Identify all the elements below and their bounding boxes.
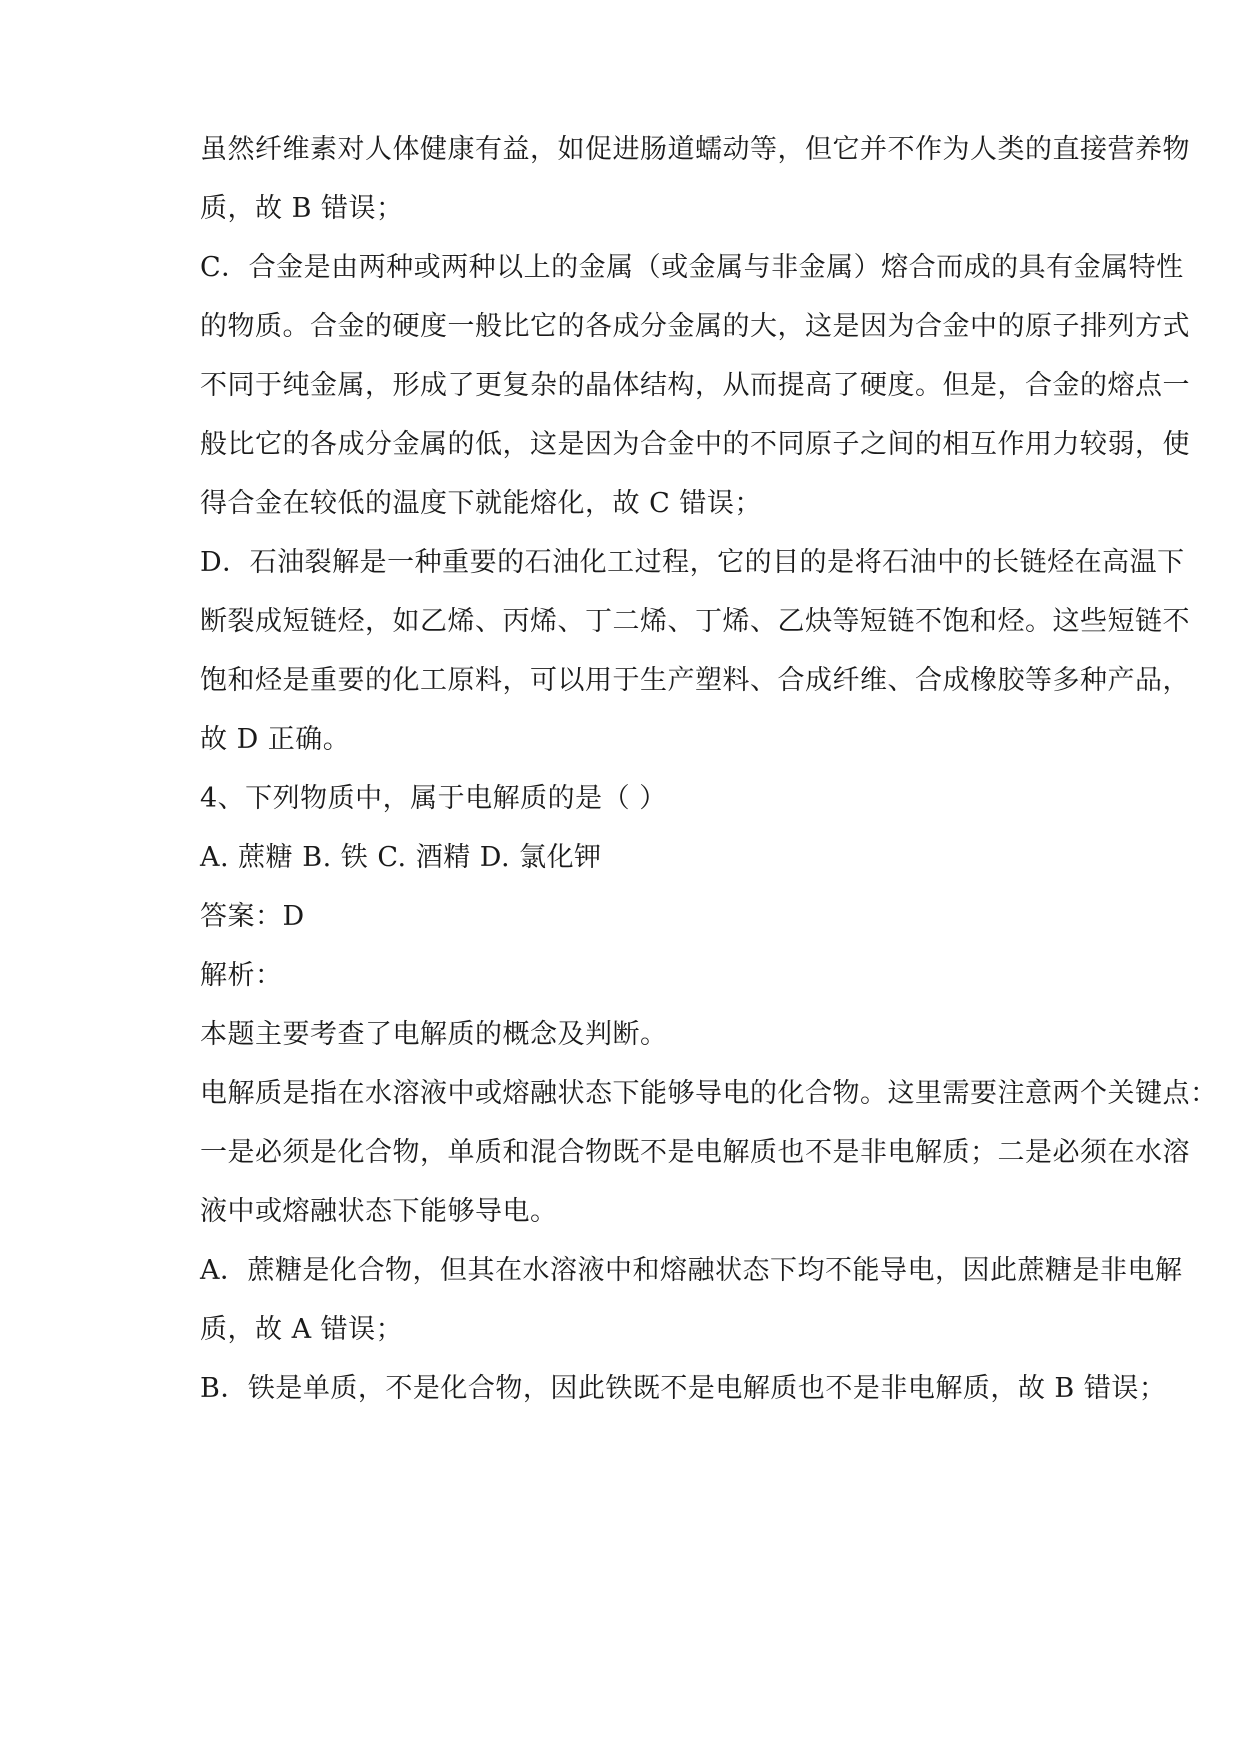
analysis-heading: 解析： [200, 960, 283, 991]
answer-line: 答案：D [200, 901, 305, 932]
text-line: 虽然纤维素对人体健康有益，如促进肠道蠕动等，但它并不作为人类的直接营养物 [200, 134, 1190, 165]
text-line: 故 D 正确。 [200, 724, 351, 755]
text-line: 不同于纯金属，形成了更复杂的晶体结构，从而提高了硬度。但是，合金的熔点一 [200, 370, 1190, 401]
text-line: 断裂成短链烃，如乙烯、丙烯、丁二烯、丁烯、乙炔等短链不饱和烃。这些短链不 [200, 606, 1190, 637]
text-line: A．蔗糖是化合物，但其在水溶液中和熔融状态下均不能导电，因此蔗糖是非电解 [200, 1255, 1183, 1286]
question-heading: 4、下列物质中，属于电解质的是（ ） [200, 783, 667, 814]
text-line: 本题主要考查了电解质的概念及判断。 [200, 1019, 668, 1050]
text-line: 得合金在较低的温度下就能熔化，故 C 错误； [200, 488, 762, 519]
text-line: 液中或熔融状态下能够导电。 [200, 1196, 558, 1227]
question-options: A. 蔗糖 B. 铁 C. 酒精 D. 氯化钾 [200, 842, 602, 873]
text-line: 饱和烃是重要的化工原料，可以用于生产塑料、合成纤维、合成橡胶等多种产品， [200, 665, 1190, 696]
text-line: B．铁是单质，不是化合物，因此铁既不是电解质也不是非电解质，故 B 错误； [200, 1373, 1167, 1404]
text-line: 般比它的各成分金属的低，这是因为合金中的不同原子之间的相互作用力较弱，使 [200, 429, 1190, 460]
text-line: 质，故 A 错误； [200, 1314, 404, 1345]
text-line: 一是必须是化合物，单质和混合物既不是电解质也不是非电解质；二是必须在水溶 [200, 1137, 1190, 1168]
text-line: 质，故 B 错误； [200, 193, 404, 224]
text-line: 电解质是指在水溶液中或熔融状态下能够导电的化合物。这里需要注意两个关键点： [200, 1078, 1218, 1109]
text-line: 的物质。合金的硬度一般比它的各成分金属的大，这是因为合金中的原子排列方式 [200, 311, 1190, 342]
text-line: D．石油裂解是一种重要的石油化工过程，它的目的是将石油中的长链烃在高温下 [200, 547, 1185, 578]
text-line: C．合金是由两种或两种以上的金属（或金属与非金属）熔合而成的具有金属特性 [200, 252, 1184, 283]
